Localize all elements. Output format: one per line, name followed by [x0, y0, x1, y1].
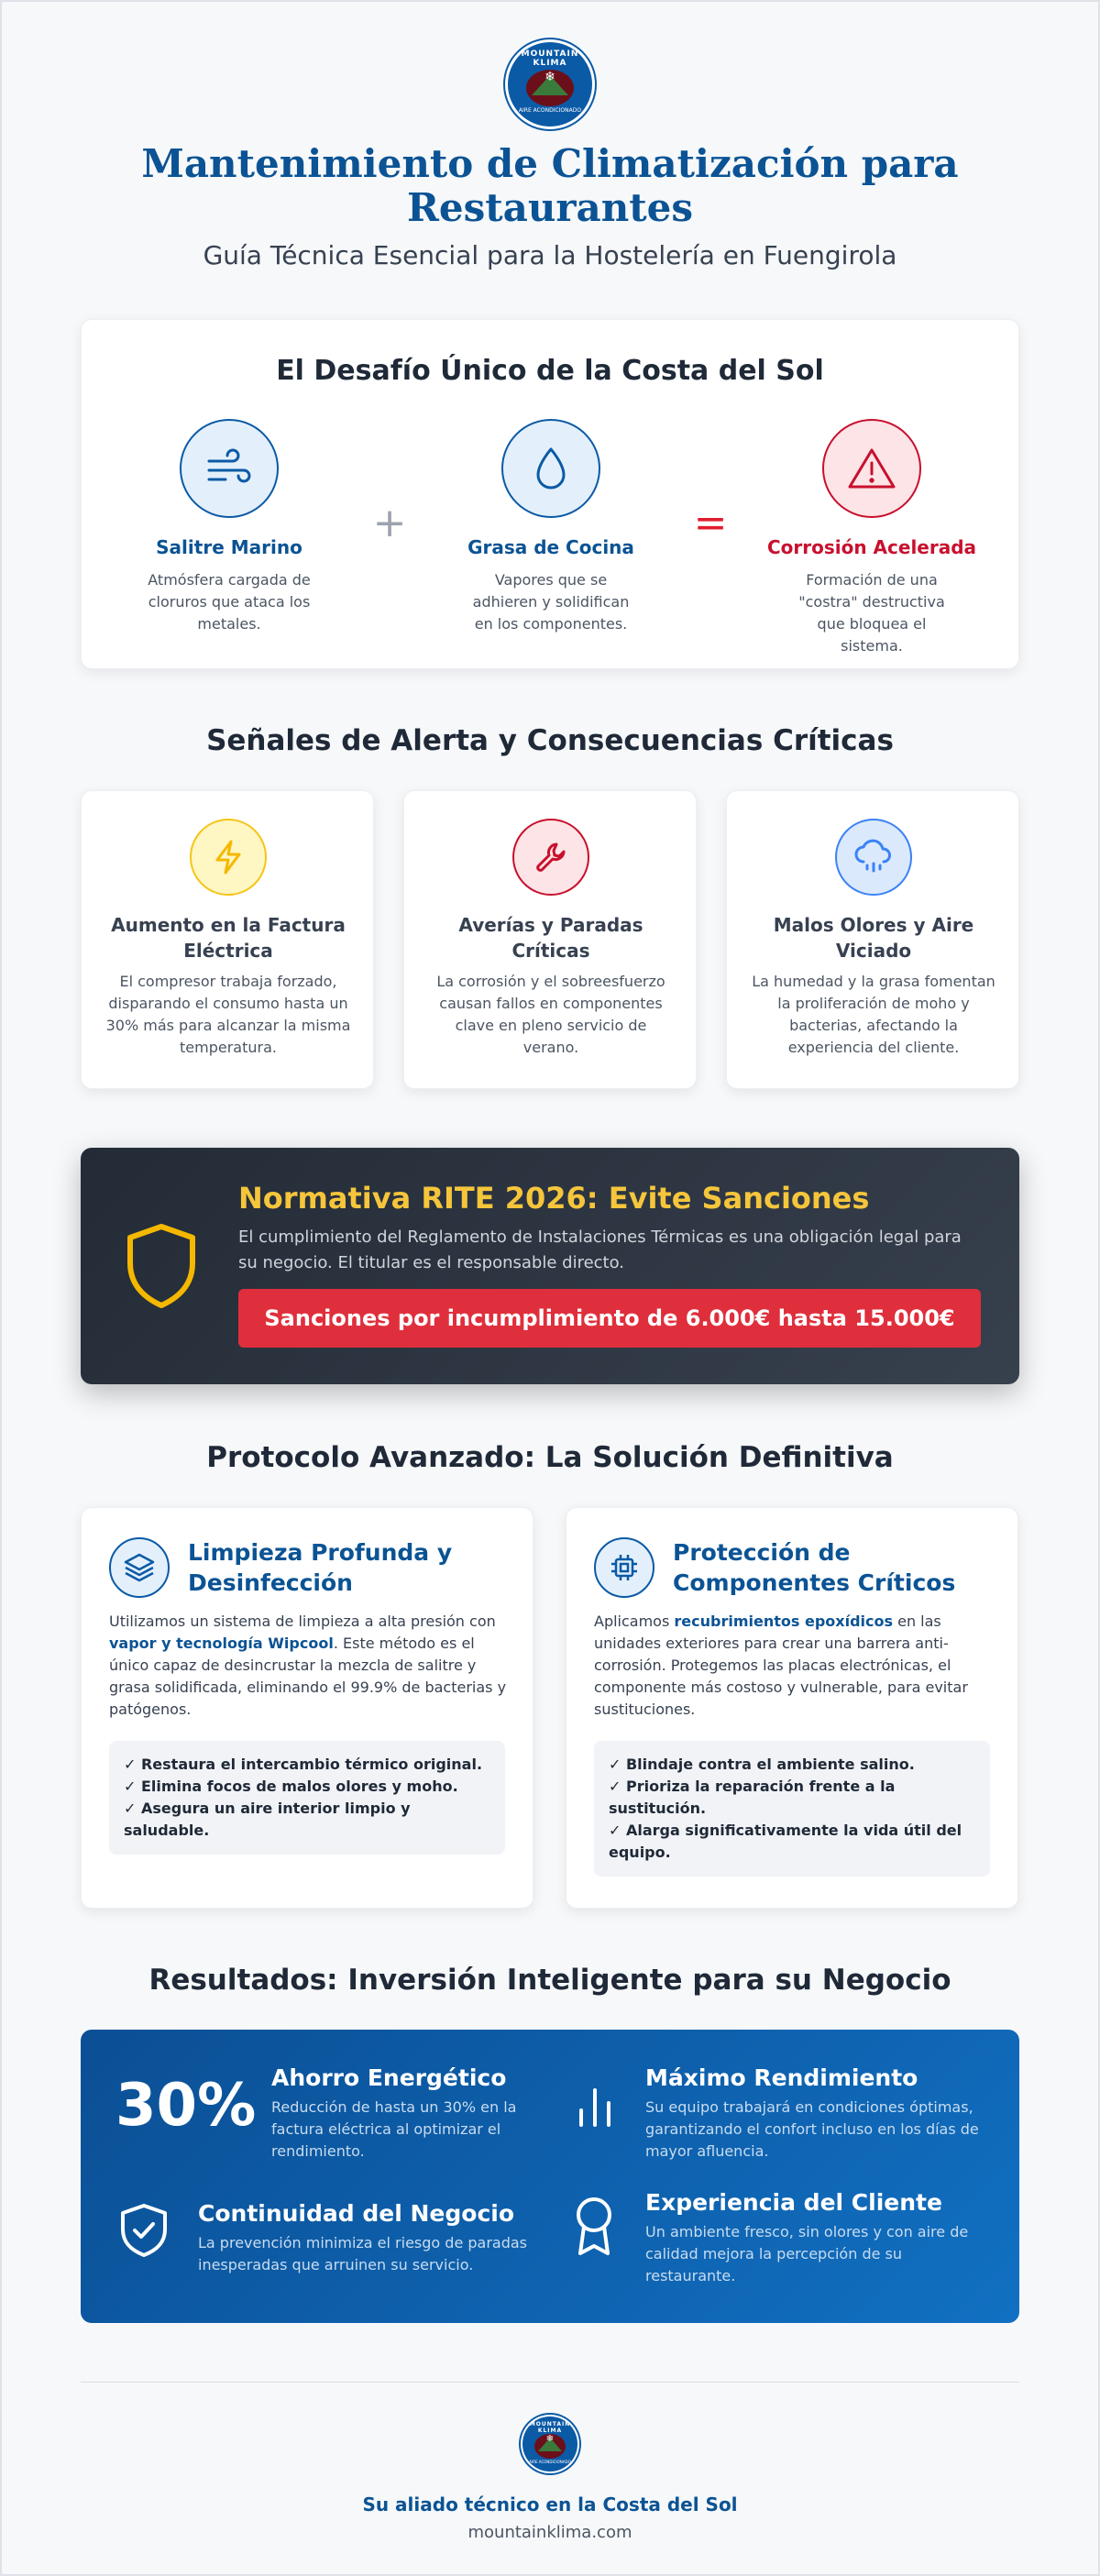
protocol-card-cleaning [81, 1507, 534, 1909]
warning-desc: El compresor trabaja forzado, disparando el consumo hasta un 30% más para alcanzar la misma temperatura. [105, 973, 351, 1056]
protocol-card-title: Limpieza Profunda y Desinfección [188, 1539, 453, 1596]
result-continuity [198, 2200, 546, 2276]
result-title: Experiencia del Cliente [645, 2189, 942, 2216]
footer-tagline: Su aliado técnico en la Costa del Sol [362, 2493, 738, 2515]
check-item: ✓ Elimina focos de malos olores y moho. [124, 1778, 458, 1795]
results-panel [81, 2030, 1019, 2323]
challenge-label: Grasa de Cocina [468, 536, 634, 558]
protocol-checklist [594, 1741, 990, 1877]
challenge-title: El Desafío Único de la Costa del Sol [276, 355, 824, 387]
warning-card-breakdown [403, 790, 697, 1089]
challenge-desc: Formación de una "costra" destructiva que bloquea el sistema. [798, 571, 945, 655]
protocol-title: Protocolo Avanzado: La Solución Definitiva [206, 1441, 894, 1474]
challenge-desc: Atmósfera cargada de cloruros que ataca los metales. [148, 571, 311, 633]
protocol-card-desc: Utilizamos un sistema de limpieza a alta presión con vapor y tecnología Wipcool. Este método es el único capaz de desincrustar la mezcla de salitre y grasa solidificada, eliminando el 99.9% de bacterias y patógenos. [109, 1613, 507, 1718]
challenge-desc: Vapores que se adhieren y solidifican en los componentes. [472, 571, 630, 633]
result-title: Continuidad del Negocio [198, 2200, 515, 2227]
page-title: Mantenimiento de Climatización para Restaurantes [141, 141, 959, 230]
protocol-card-desc: Aplicamos recubrimientos epoxídicos en las unidades exteriores para crear una barrera anti-corrosión. Protegemos las placas electrónicas, el componente más costoso y vulnerable, para evitar sustituciones. [594, 1613, 968, 1718]
challenge-label: Salitre Marino [156, 536, 302, 558]
challenge-item-salt [115, 419, 344, 635]
check-item: ✓ Alarga significativamente la vida útil del equipo. [609, 1822, 962, 1861]
warning-desc: La humedad y la grasa fomentan la proliferación de moho y bacterias, afectando la experiencia del cliente. [752, 973, 996, 1056]
page-subtitle: Guía Técnica Esencial para la Hostelería en Fuengirola [203, 240, 897, 270]
result-desc: Un ambiente fresco, sin olores y con aire de calidad mejora la percepción de su restaurante. [645, 2223, 969, 2284]
highlight-text: vapor y tecnología Wipcool [109, 1635, 334, 1652]
result-desc: La prevención minimiza el riesgo de paradas inesperadas que arruinen su servicio. [198, 2234, 528, 2273]
challenge-card [81, 319, 1019, 669]
mountain-klima-logo: MOUNTAIN KLIMA ❄ AIRE ACONDICIONADO [508, 42, 592, 127]
logo-container [0, 42, 1100, 127]
plus-sign: + [372, 500, 407, 546]
protocol-checklist [109, 1741, 505, 1855]
equals-sign: = [693, 500, 728, 546]
results-title: Resultados: Inversión Inteligente para su Negocio [148, 1964, 952, 1997]
bar-chart-icon [574, 2083, 616, 2134]
logo-top-text: MOUNTAIN KLIMA [529, 2421, 571, 2434]
sanction-badge: Sanciones por incumplimiento de 6.000€ hasta 15.000€ [238, 1289, 981, 1348]
logo-bottom-text: AIRE ACONDICIONADO [518, 107, 582, 114]
wind-icon [180, 419, 279, 518]
result-desc: Su equipo trabajará en condiciones óptimas, garantizando el confort incluso en los días de mayor afluencia. [645, 2098, 979, 2160]
challenge-item-grease [436, 419, 666, 635]
check-item: ✓ Prioriza la reparación frente a la sustitución. [609, 1778, 896, 1817]
footer-logo-container [0, 2416, 1100, 2471]
check-item: ✓ Restaura el intercambio térmico original. [124, 1756, 483, 1773]
challenge-label: Corrosión Acelerada [766, 536, 977, 558]
lightning-icon [190, 819, 267, 896]
result-title: Ahorro Energético [271, 2064, 507, 2091]
result-title: Máximo Rendimiento [645, 2064, 918, 2091]
logo-bottom-text: AIRE ACONDICIONADO [529, 2460, 571, 2464]
footer-url-link[interactable]: mountainklima.com [468, 2523, 632, 2542]
shield-check-icon [119, 2202, 169, 2262]
shield-icon [123, 1221, 200, 1315]
warning-card-odors [726, 790, 1019, 1089]
warning-desc: La corrosión y el sobreesfuerzo causan fallos en componentes clave en pleno servicio de verano. [436, 973, 666, 1056]
mountain-klima-logo-small: MOUNTAIN KLIMA ❄ AIRE ACONDICIONADO [522, 2416, 578, 2471]
savings-percent: 30% [116, 2072, 257, 2140]
rite-title: Normativa RITE 2026: Evite Sanciones [238, 1181, 870, 1216]
rite-desc: El cumplimiento del Reglamento de Instalaciones Térmicas es una obligación legal para su negocio. El titular es el responsable directo. [238, 1227, 962, 1272]
logo-top-text: MOUNTAIN KLIMA [521, 50, 579, 68]
chip-icon [594, 1537, 654, 1598]
warning-icon [822, 419, 921, 518]
drop-icon [501, 419, 600, 518]
result-customer [645, 2189, 994, 2287]
cloud-rain-icon [835, 819, 912, 896]
result-desc: Reducción de hasta un 30% en la factura eléctrica al optimizar el rendimiento. [271, 2098, 517, 2160]
highlight-text: recubrimientos epoxídicos [674, 1613, 894, 1630]
result-energy [271, 2064, 537, 2163]
rite-banner [81, 1148, 1019, 1384]
layers-icon [109, 1537, 170, 1598]
protocol-card-title: Protección de Componentes Críticos [673, 1539, 956, 1596]
award-icon [572, 2195, 616, 2262]
warning-title: Aumento en la Factura Eléctrica [111, 914, 346, 962]
warning-card-electric [81, 790, 374, 1089]
footer-divider [81, 2382, 1019, 2383]
wrench-icon [512, 819, 589, 896]
result-performance [645, 2064, 994, 2163]
warning-title: Malos Olores y Aire Viciado [773, 914, 974, 962]
check-item: ✓ Asegura un aire interior limpio y saludable. [124, 1800, 411, 1839]
check-item: ✓ Blindaje contra el ambiente salino. [609, 1756, 915, 1773]
warnings-title: Señales de Alerta y Consecuencias Críticas [206, 724, 894, 757]
challenge-item-corrosion [757, 419, 986, 657]
warning-title: Averías y Paradas Críticas [458, 914, 644, 962]
protocol-card-protection [566, 1507, 1018, 1909]
